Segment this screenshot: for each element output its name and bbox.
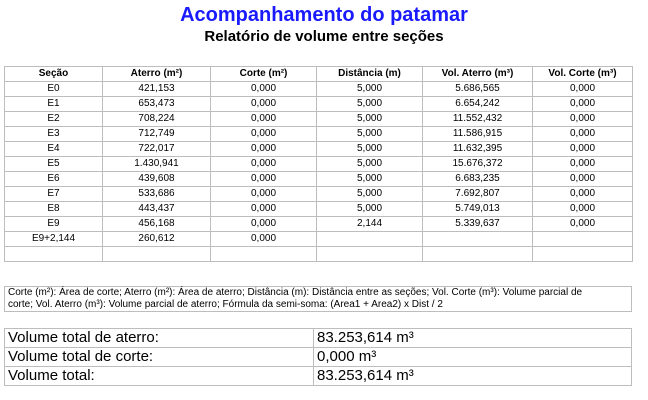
cell-corte: 0,000 xyxy=(211,82,317,97)
column-header-distancia: Distância (m) xyxy=(317,67,423,82)
legend-line: Corte (m²): Área de corte; Aterro (m²): Área de aterro; Distância (m): Distância entre as seções; Vol. Corte (m³): Volume parcial de xyxy=(8,287,583,298)
legend-box xyxy=(4,286,632,312)
table-row xyxy=(5,112,633,127)
report-subtitle: Relatório de volume entre seções xyxy=(204,28,444,45)
cell-aterro: 708,224 xyxy=(103,112,211,127)
table-row xyxy=(5,97,633,112)
cell-aterro: 712,749 xyxy=(103,127,211,142)
cell-vol-aterro: 11.632,395 xyxy=(423,142,533,157)
cell-vol-aterro xyxy=(423,247,533,262)
cell-corte: 0,000 xyxy=(211,172,317,187)
table-row xyxy=(5,157,633,172)
cell-corte: 0,000 xyxy=(211,142,317,157)
table-row xyxy=(5,82,633,97)
table-row xyxy=(5,172,633,187)
cell-vol-aterro: 5.749,013 xyxy=(423,202,533,217)
cell-corte: 0,000 xyxy=(211,112,317,127)
cell-secao: E9+2,144 xyxy=(5,232,103,247)
column-header-aterro: Aterro (m²) xyxy=(103,67,211,82)
cell-vol-corte: 0,000 xyxy=(533,127,633,142)
cell-secao: E7 xyxy=(5,187,103,202)
table-row xyxy=(5,127,633,142)
cell-secao: E8 xyxy=(5,202,103,217)
totals-row xyxy=(5,367,632,386)
cell-corte: 0,000 xyxy=(211,157,317,172)
cell-aterro: 722,017 xyxy=(103,142,211,157)
cell-vol-corte: 0,000 xyxy=(533,142,633,157)
table-header-row xyxy=(5,67,633,82)
report-title: Acompanhamento do patamar xyxy=(180,4,468,26)
cell-distancia xyxy=(317,232,423,247)
cell-aterro: 421,153 xyxy=(103,82,211,97)
cell-secao: E1 xyxy=(5,97,103,112)
cell-vol-aterro: 15.676,372 xyxy=(423,157,533,172)
cell-vol-corte: 0,000 xyxy=(533,157,633,172)
cell-distancia: 5,000 xyxy=(317,142,423,157)
table-row xyxy=(5,232,633,247)
table-row xyxy=(5,247,633,262)
cell-aterro: 260,612 xyxy=(103,232,211,247)
table-row xyxy=(5,187,633,202)
cell-corte: 0,000 xyxy=(211,127,317,142)
cell-distancia: 2,144 xyxy=(317,217,423,232)
volume-table xyxy=(4,66,633,262)
cell-aterro xyxy=(103,247,211,262)
cell-aterro: 653,473 xyxy=(103,97,211,112)
cell-corte: 0,000 xyxy=(211,187,317,202)
cell-vol-aterro: 5.339,637 xyxy=(423,217,533,232)
column-header-vol-aterro: Vol. Aterro (m³) xyxy=(423,67,533,82)
table-row xyxy=(5,217,633,232)
column-header-secao: Seção xyxy=(5,67,103,82)
cell-distancia: 5,000 xyxy=(317,97,423,112)
cell-vol-aterro: 11.586,915 xyxy=(423,127,533,142)
cell-distancia: 5,000 xyxy=(317,172,423,187)
cell-distancia: 5,000 xyxy=(317,82,423,97)
totals-row xyxy=(5,348,632,367)
cell-corte: 0,000 xyxy=(211,97,317,112)
cell-secao: E9 xyxy=(5,217,103,232)
cell-distancia: 5,000 xyxy=(317,127,423,142)
cell-secao: E6 xyxy=(5,172,103,187)
cell-distancia: 5,000 xyxy=(317,202,423,217)
cell-aterro: 1.430,941 xyxy=(103,157,211,172)
total-volume-value: 83.253,614 m³ xyxy=(314,367,632,386)
cell-vol-corte xyxy=(533,232,633,247)
column-header-corte: Corte (m²) xyxy=(211,67,317,82)
cell-vol-aterro: 6.654,242 xyxy=(423,97,533,112)
cell-vol-corte xyxy=(533,247,633,262)
total-aterro-value: 83.253,614 m³ xyxy=(314,329,632,348)
cell-vol-corte: 0,000 xyxy=(533,202,633,217)
total-volume-label: Volume total: xyxy=(5,367,314,386)
cell-vol-corte: 0,000 xyxy=(533,172,633,187)
cell-vol-aterro: 11.552,432 xyxy=(423,112,533,127)
column-header-vol-corte: Vol. Corte (m³) xyxy=(533,67,633,82)
cell-distancia xyxy=(317,247,423,262)
cell-vol-corte: 0,000 xyxy=(533,187,633,202)
cell-vol-corte: 0,000 xyxy=(533,82,633,97)
cell-vol-corte: 0,000 xyxy=(533,112,633,127)
cell-secao: E4 xyxy=(5,142,103,157)
cell-secao: E3 xyxy=(5,127,103,142)
table-row xyxy=(5,142,633,157)
table-row xyxy=(5,202,633,217)
cell-corte: 0,000 xyxy=(211,202,317,217)
cell-vol-aterro: 5.686,565 xyxy=(423,82,533,97)
cell-secao: E2 xyxy=(5,112,103,127)
cell-aterro: 533,686 xyxy=(103,187,211,202)
total-corte-value: 0,000 m³ xyxy=(314,348,632,367)
cell-distancia: 5,000 xyxy=(317,112,423,127)
totals-row xyxy=(5,329,632,348)
totals-table xyxy=(4,328,632,386)
cell-vol-aterro xyxy=(423,232,533,247)
cell-distancia: 5,000 xyxy=(317,187,423,202)
cell-secao: E0 xyxy=(5,82,103,97)
cell-vol-corte: 0,000 xyxy=(533,217,633,232)
total-aterro-label: Volume total de aterro: xyxy=(5,329,314,348)
cell-secao xyxy=(5,247,103,262)
cell-distancia: 5,000 xyxy=(317,157,423,172)
legend-line: corte; Vol. Aterro (m³): Volume parcial de aterro; Fórmula da semi-soma: (Area1 + Area2) x Dist / 2 xyxy=(8,299,443,310)
cell-corte: 0,000 xyxy=(211,217,317,232)
total-corte-label: Volume total de corte: xyxy=(5,348,314,367)
cell-corte: 0,000 xyxy=(211,232,317,247)
cell-vol-aterro: 6.683,235 xyxy=(423,172,533,187)
cell-aterro: 439,608 xyxy=(103,172,211,187)
cell-vol-corte: 0,000 xyxy=(533,97,633,112)
cell-corte xyxy=(211,247,317,262)
cell-vol-aterro: 7.692,807 xyxy=(423,187,533,202)
cell-secao: E5 xyxy=(5,157,103,172)
cell-aterro: 443,437 xyxy=(103,202,211,217)
cell-aterro: 456,168 xyxy=(103,217,211,232)
